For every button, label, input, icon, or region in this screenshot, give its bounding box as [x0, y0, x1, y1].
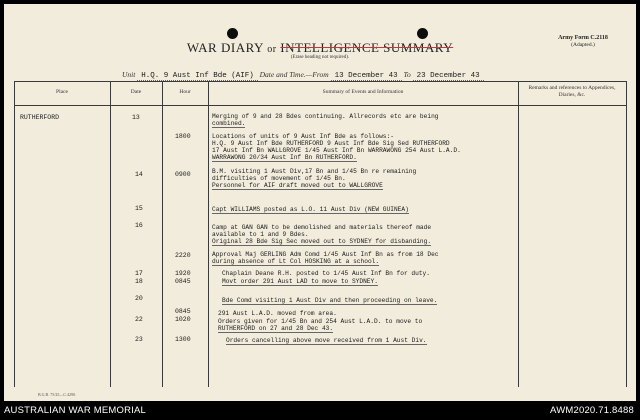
entry-summary [212, 133, 461, 162]
entry-hour: 1020 [175, 316, 191, 323]
col-header-date: Date [130, 89, 142, 95]
summary-line: difficulties of movement of 1/45 Bn. [212, 175, 346, 182]
entry-date: 17 [135, 270, 143, 277]
entry-summary [222, 278, 378, 286]
summary-line: B.M. visiting 1 Aust Div,17 Bn and 1/45 Bn re remaining [212, 168, 417, 175]
entry-summary [212, 206, 409, 214]
unit-label: Unit [122, 70, 136, 79]
entry-hour: 0845 [175, 308, 191, 315]
col-header-summary: Summary of Events and Information [322, 89, 404, 95]
from-value: 13 December 43 [331, 72, 402, 81]
summary-line: WARRAWONG 20/34 Aust Inf Bn RUTHERFORD. [212, 154, 357, 161]
date-label: Date and Time.—From [259, 70, 329, 79]
footer-left-caption: AUSTRALIAN WAR MEMORIAL [4, 405, 147, 416]
summary-line: H.Q. 9 Aust Inf Bde RUTHERFORD 9 Aust Inf Bde Sig Sed RUTHERFORD [212, 140, 450, 147]
col-header-place: Place [56, 89, 68, 95]
table-top-rule [14, 81, 626, 82]
summary-line: Approval Maj GERLING Adm Comd 1/45 Aust Inf Bn as from 18 Dec [212, 251, 439, 258]
entry-hour: 2220 [175, 252, 191, 259]
col-rule-place [110, 81, 111, 387]
unit-value: H.Q. 9 Aust Inf Bde (AIF) [137, 72, 258, 81]
entry-date: 23 [135, 336, 143, 343]
summary-line: Bde Comd visiting 1 Aust Div and then proceeding on leave. [222, 297, 438, 304]
entry-summary [218, 310, 337, 317]
unit-line [122, 70, 484, 81]
diary-sheet [4, 4, 636, 401]
entry-hour: 0900 [175, 171, 191, 178]
form-number [538, 35, 628, 49]
title-prefix: WAR DIARY [186, 40, 264, 55]
entry-summary [212, 251, 439, 266]
summary-line: RUTHERFORD on 27 and 28 Dec 43. [218, 325, 334, 332]
col-header-hour: Hour [179, 89, 191, 95]
summary-line: Original 28 Bde Sig Sec moved out to SYDNEY for disbanding. [212, 238, 432, 245]
entry-date: 22 [135, 316, 143, 323]
entry-date: 20 [135, 295, 143, 302]
summary-line: Chaplain Deane R.H. posted to 1/45 Aust Inf Bn for duty. [222, 270, 430, 277]
footer-right-accession: AWM2020.71.8488 [550, 405, 634, 416]
printer-mark: B.G.B. 75/25—C.4290. [38, 392, 77, 397]
entry-hour: 0845 [175, 278, 191, 285]
summary-line: 17 Aust Inf Bn WALLGROVE 1/45 Aust Inf Bn WARRAWONG 254 Aust L.A.D. [212, 147, 461, 154]
entry-summary [218, 318, 422, 333]
summary-line: during absence of Lt Col HOSKING at a school. [212, 258, 380, 265]
entry-summary [222, 270, 430, 277]
title-or: or [267, 44, 277, 55]
form-adapted: (Adapted.) [571, 42, 595, 48]
col-rule-hour [208, 81, 209, 387]
col-rule-summary [518, 81, 519, 387]
entry-date: 18 [135, 278, 143, 285]
summary-line: Orders cancelling above move received from 1 Aust Div. [226, 337, 427, 344]
summary-line: Capt WILLIAMS posted as L.O. 11 Aust Div (NEW GUINEA) [212, 206, 409, 213]
entry-place: RUTHERFORD [20, 114, 60, 121]
summary-line: Orders given for 1/45 Bn and 254 Aust L.A.D. to move to [218, 318, 423, 325]
summary-line: Merging of 9 and 28 Bdes continuing. Allrecords etc are being [212, 113, 439, 120]
table-right-rule [626, 81, 627, 387]
summary-line: available to 1 and 9 Bdes. [212, 231, 309, 238]
form-subtitle: (Erase heading not required). [290, 55, 350, 60]
entry-summary [226, 337, 427, 345]
entry-summary [212, 113, 439, 128]
table-left-rule [14, 81, 15, 387]
entry-date: 13 [132, 114, 140, 121]
entry-date: 15 [135, 205, 143, 212]
summary-line: 291 Aust L.A.D. moved from area. [218, 310, 337, 317]
form-number-text: Army Form C.2118 [558, 35, 608, 41]
entry-hour: 1920 [175, 270, 191, 277]
entry-summary [212, 168, 416, 190]
to-label: To [403, 70, 411, 79]
col-header-remarks: Remarks and references to Appendices, Diaries, &c. [528, 85, 616, 98]
entry-date: 14 [135, 171, 143, 178]
entry-summary [212, 224, 431, 246]
summary-line: Personnel for AIF draft moved out to WALLGROVE [212, 182, 383, 189]
punch-hole [227, 28, 238, 39]
entry-date: 16 [135, 222, 143, 229]
punch-hole [417, 28, 428, 39]
entry-hour: 1800 [175, 133, 191, 140]
summary-line: Camp at GAN GAN to be demolished and materials thereof made [212, 224, 432, 231]
entry-summary [222, 297, 437, 305]
title-struck: INTELLIGENCE SUMMARY [280, 40, 454, 55]
col-rule-date [162, 81, 163, 387]
entry-hour: 1300 [175, 336, 191, 343]
summary-line: combined. [212, 120, 246, 127]
header-bottom-rule [14, 105, 626, 106]
summary-line: Locations of units of 9 Aust Inf Bde as follows:- [212, 133, 394, 140]
summary-line: Movt order 291 Aust LAD to move to SYDNEY. [222, 278, 378, 285]
to-value: 23 December 43 [413, 72, 484, 81]
